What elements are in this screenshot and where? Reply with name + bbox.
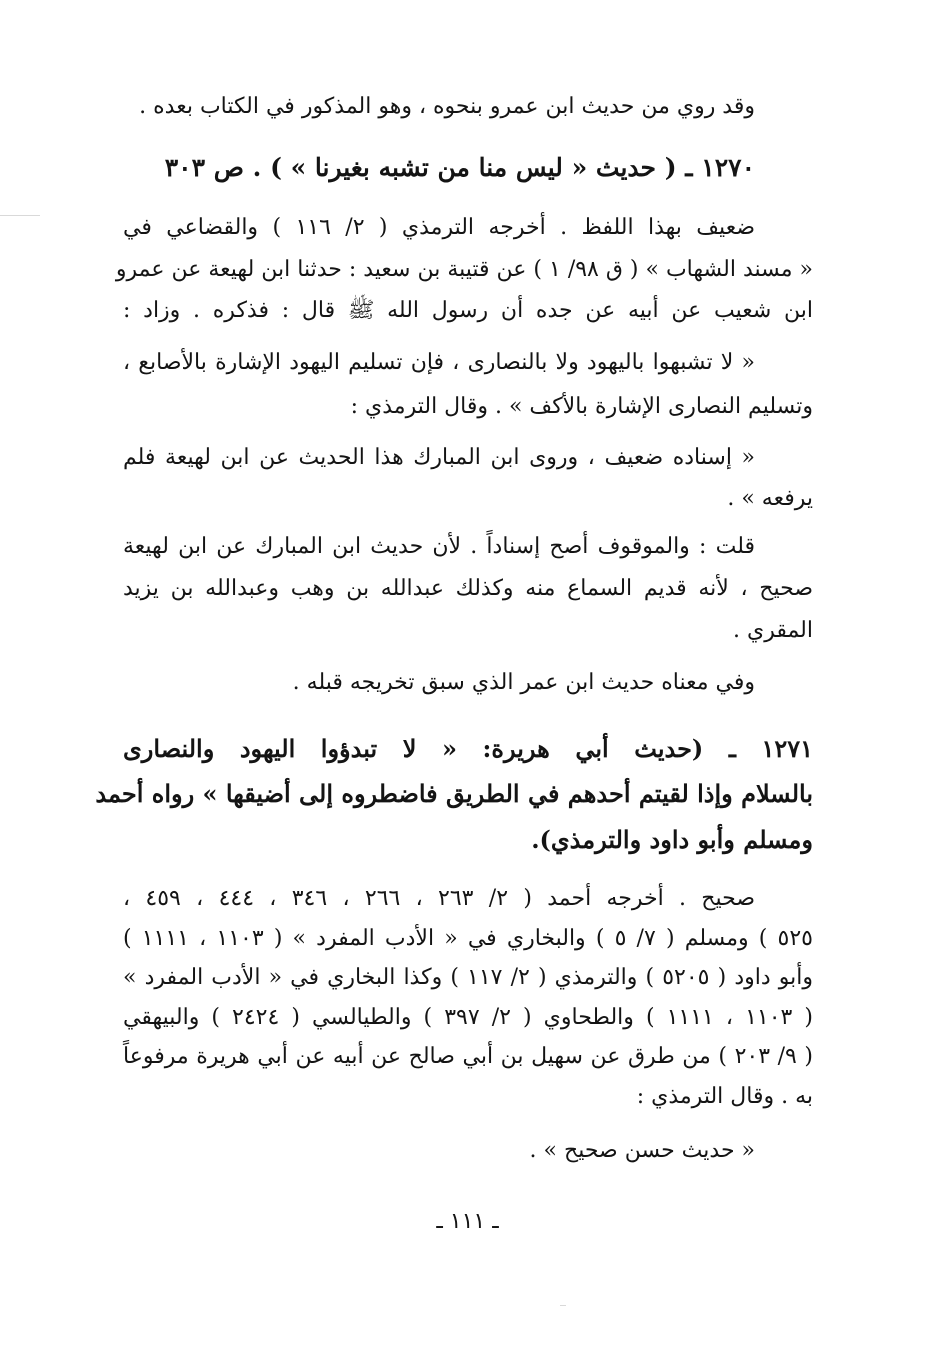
hadith-heading-1270: ١٢٧٠ ـ ( حديث « ليس منا من تشبه بغيرنا » ) . ص ٣٠٣ [164,153,755,182]
page-number: ـ ١١١ ـ [436,1209,499,1234]
hadith-text-line: ومسلم وأبو داود والترمذي). [531,825,813,854]
quote-line: « إسناده ضعيف ، وروى ابن المبارك هذا الحديث عن ابن لهيعة فلم [123,445,755,470]
text-line: وأبو داود ( ٥٢٠٥ ) والترمذي ( ٢/ ١١٧ ) وكذا البخاري في « الأدب المفرد » [123,965,813,990]
text-line: ضعيف بهذا اللفظ . أخرجه الترمذي ( ٢/ ١١٦ ) والقضاعي في [123,215,755,240]
hadith-text-line: بالسلام وإذا لقيتم أحدهم في الطريق فاضطروه إلى أضيقها » رواه أحمد [95,779,813,808]
scan-artifact [0,215,40,216]
text-line: وفي معناه حديث ابن عمر الذي سبق تخريجه قبله . [292,670,755,695]
scan-artifact [560,1305,566,1306]
quote-line: « لا تشبهوا باليهود ولا بالنصارى ، فإن تسليم اليهود الإشارة بالأصابع ، [123,350,755,375]
text-line: صحيح ، لأنه قديم السماع منه وكذلك عبدالله بن وهب وعبدالله بن يزيد [123,576,813,601]
quote-line: يرفعه » . [727,486,813,511]
text-line: ( ١١٠٣ ، ١١١١ ) والطحاوي ( ٢/ ٣٩٧ ) والطيالسي ( ٢٤٢٤ ) والبيهقي [123,1005,814,1030]
text-line: صحيح . أخرجه أحمد ( ٢/ ٢٦٣ ، ٢٦٦ ، ٣٤٦ ، ٤٤٤ ، ٤٥٩ ، [123,886,756,911]
text-line: المقري . [732,618,813,643]
quote-line: وتسليم النصارى الإشارة بالأكف » . وقال الترمذي : [350,394,813,419]
text-line: « مسند الشهاب » ( ق ٩٨/ ١ ) عن قتيبة بن سعيد : حدثنا ابن لهيعة عن عمرو [115,257,813,282]
text-line: قلت : والموقوف أصح إسناداً . لأن حديث ابن المبارك عن ابن لهيعة [123,534,755,559]
hadith-heading-1271: ١٢٧١ ـ (حديث أبي هريرة: « لا تبدؤوا اليهود والنصارى [123,734,813,763]
quote-line: « حديث حسن صحيح » . [529,1138,755,1163]
text-line: به . وقال الترمذي : [636,1084,813,1109]
text-line: ( ٩/ ٢٠٣ ) من طرق عن سهيل بن أبي صالح عن أبيه عن أبي هريرة مرفوعاً [123,1044,814,1069]
text-line: ابن شعيب عن أبيه عن جده أن رسول الله ﷺ قال : فذكره . وزاد : [123,298,813,323]
text-line: ٥٢٥ ) ومسلم ( ٧/ ٥ ) والبخاري في « الأدب المفرد » ( ١١٠٣ ، ١١١١ ) [123,926,813,951]
text-line: وقد روي من حديث ابن عمرو بنحوه ، وهو المذكور في الكتاب بعده . [139,94,755,119]
